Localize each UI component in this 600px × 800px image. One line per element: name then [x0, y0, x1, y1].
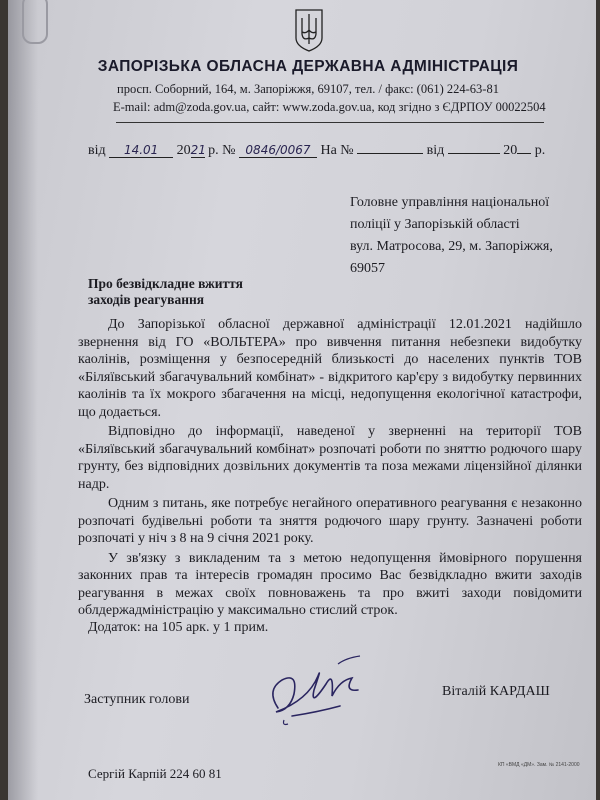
body-paragraph: Відповідно до інформації, наведеної у зверненні на території ТОВ «Біляївський збагачувальний комбінат» розпочаті роботи по зняттю родючого шару грунту, без відповідних дозвільних документів та поза межами ліцензійної ділянки надр.: [78, 424, 582, 492]
to-number-label: На №: [320, 143, 354, 158]
executor-contact: Сергій Карпій 224 60 81: [88, 766, 222, 781]
from2-label: від: [426, 143, 445, 158]
recipient-block: [350, 192, 580, 280]
header-divider: [116, 122, 544, 123]
year2-prefix: 20: [503, 143, 518, 158]
from-label: від: [88, 143, 106, 158]
recipient-line: вул. Матросова, 29, м. Запоріжжя,: [350, 239, 553, 254]
letter-body: [78, 316, 582, 622]
print-footer-note: КП «ВМД «ДМ». Зам. № 2141-2000: [498, 762, 580, 768]
number-label: №: [222, 143, 236, 158]
year-end: р.: [208, 143, 219, 158]
subject-line: заходів реагування: [88, 292, 205, 307]
year2-end: р.: [534, 143, 546, 158]
reference-line: [88, 143, 545, 159]
recipient-line: Головне управління національної: [350, 195, 550, 210]
body-paragraph: У зв'язку з викладеним та з метою недопущення ймовірного порушення законних прав та інтересів громадян просимо Вас безвідкладно вжити заходів реагування в межах своїх повноважень та про вжиті заходи повідомити облдержадміністрацію у максимально стислий строк.: [78, 550, 582, 618]
from2-date-blank: [448, 153, 500, 154]
signer-role: Заступник голови: [84, 692, 190, 707]
organization-contacts: E-mail: adm@zoda.gov.ua, сайт: www.zoda.gov.ua, код згідно з ЄДРПОУ 00022504: [113, 100, 546, 114]
body-paragraph: До Запорізької обласної державної адміністрації 12.01.2021 надійшло звернення від ГО «ВОЛЬТЕРА» про вивчення питання небезпеки видобутку каолінів, розміщення у безпосередній близькості до населених пунктів ТОВ «Біляївський збагачувальний комбінат» - відкритого кар'єру з видобутку первинних каолінів та їх мокрого збагачення на місці, недопущення екологічної катастрофи, що додається.: [78, 317, 582, 420]
page-shadow: [8, 0, 38, 800]
signer-name: Віталій КАРДАШ: [442, 684, 550, 699]
subject-line: Про безвідкладне вжиття: [88, 276, 243, 291]
date-day-month: 14.01: [109, 143, 173, 158]
year-prefix: 20: [176, 143, 191, 158]
organization-name: ЗАПОРІЗЬКА ОБЛАСНА ДЕРЖАВНА АДМІНІСТРАЦІЯ: [97, 58, 519, 75]
recipient-line: 69057: [350, 261, 385, 276]
paper-clip: [22, 0, 48, 44]
trident-emblem-icon: [294, 8, 324, 52]
outgoing-number: 0846/0067: [239, 143, 317, 158]
attachment-note: Додаток: на 105 арк. у 1 прим.: [88, 620, 269, 635]
handwritten-signature-icon: [248, 650, 388, 730]
organization-address: просп. Соборний, 164, м. Запоріжжя, 69107, тел. / факс: (061) 224-63-81: [117, 82, 499, 96]
year2-blank: [517, 153, 531, 154]
letter-subject: [88, 276, 308, 308]
year-suffix: 21: [190, 143, 206, 157]
letter-page: [8, 0, 596, 800]
to-number-blank: [357, 153, 423, 154]
body-paragraph: Одним з питань, яке потребує негайного оперативного реагування є незаконно розпочаті будівельні роботи та зняття родючого шару грунту. Зазначені роботи розпочаті у ніч з 8 на 9 січня 2021 року.: [78, 496, 582, 546]
recipient-line: поліції у Запорізькій області: [350, 217, 520, 232]
